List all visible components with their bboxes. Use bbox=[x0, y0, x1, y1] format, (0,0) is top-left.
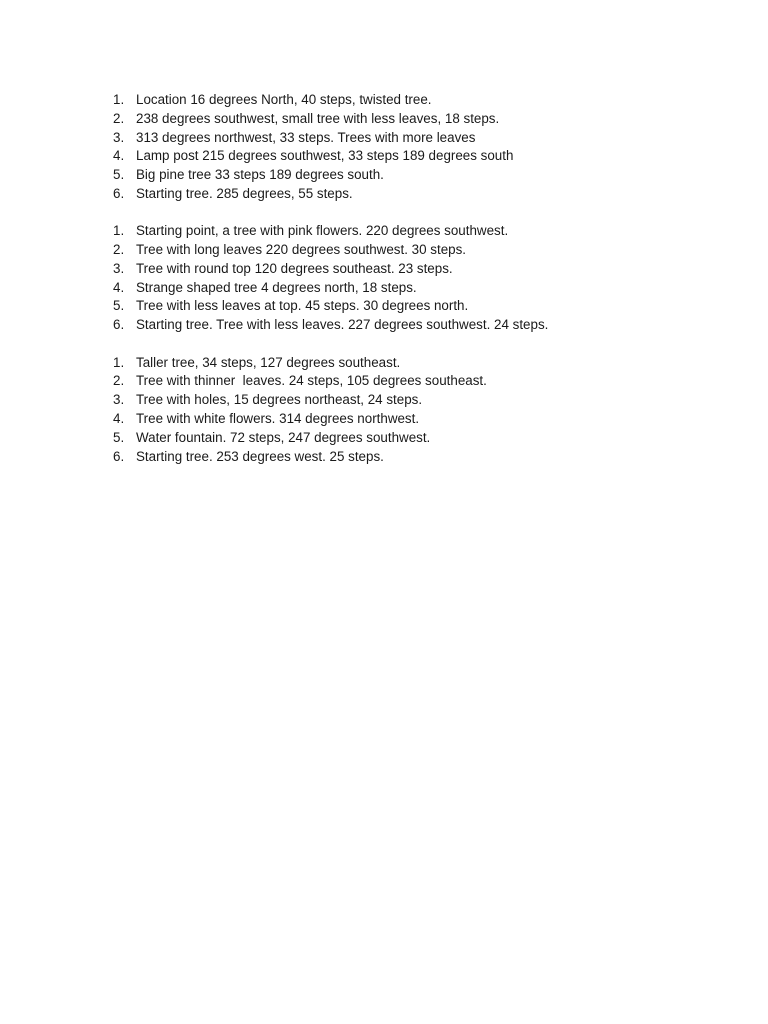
list-item-text: Tree with holes, 15 degrees northeast, 24 steps. bbox=[136, 392, 423, 408]
list-item-number: 4. bbox=[113, 410, 125, 426]
list-item-number: 2. bbox=[113, 110, 125, 126]
list-item-number: 5. bbox=[113, 167, 125, 183]
list-item-number: 4. bbox=[113, 148, 125, 164]
list-item bbox=[113, 185, 733, 204]
list-item-text: Taller tree, 34 steps, 127 degrees southeast. bbox=[136, 354, 401, 370]
list-item-text: Big pine tree 33 steps 189 degrees south. bbox=[136, 167, 384, 183]
list-item bbox=[113, 391, 733, 410]
list-item-text: Tree with long leaves 220 degrees southwest. 30 steps. bbox=[136, 242, 466, 258]
list-item-number: 5. bbox=[113, 429, 125, 445]
list-item bbox=[113, 129, 733, 148]
list-item-number: 6. bbox=[113, 185, 125, 201]
list-item bbox=[113, 448, 733, 467]
list-item-text: Starting tree. Tree with less leaves. 227 degrees southwest. 24 steps. bbox=[136, 317, 549, 333]
list-item-text: Water fountain. 72 steps, 247 degrees southwest. bbox=[136, 429, 431, 445]
list-item bbox=[113, 297, 733, 316]
numbered-list-3 bbox=[113, 354, 733, 467]
list-item bbox=[113, 260, 733, 279]
numbered-list-2 bbox=[113, 222, 733, 335]
list-item bbox=[113, 91, 733, 110]
list-item bbox=[113, 166, 733, 185]
list-item bbox=[113, 222, 733, 241]
list-item-text: Tree with thinner leaves. 24 steps, 105 degrees southeast. bbox=[136, 373, 487, 389]
list-item bbox=[113, 147, 733, 166]
list-item-text: Tree with white flowers. 314 degrees northwest. bbox=[136, 410, 420, 426]
list-item bbox=[113, 110, 733, 129]
list-item-number: 1. bbox=[113, 92, 125, 107]
list-item-number: 1. bbox=[113, 354, 125, 370]
list-item-text: Lamp post 215 degrees southwest, 33 steps 189 degrees south bbox=[136, 148, 514, 164]
list-item bbox=[113, 241, 733, 260]
list-item-text: 238 degrees southwest, small tree with less leaves, 18 steps. bbox=[136, 110, 500, 126]
list-item-text: Location 16 degrees North, 40 steps, twisted tree. bbox=[136, 92, 432, 107]
list-item-text: Tree with less leaves at top. 45 steps. 30 degrees north. bbox=[136, 298, 469, 314]
list-item-text: Strange shaped tree 4 degrees north, 18 steps. bbox=[136, 279, 417, 295]
list-item bbox=[113, 354, 733, 373]
list-item bbox=[113, 279, 733, 298]
list-item-number: 3. bbox=[113, 129, 125, 145]
list-item bbox=[113, 429, 733, 448]
list-item-text: 313 degrees northwest, 33 steps. Trees with more leaves bbox=[136, 129, 476, 145]
list-item bbox=[113, 372, 733, 391]
list-item-number: 2. bbox=[113, 242, 125, 258]
list-item-number: 3. bbox=[113, 392, 125, 408]
list-item-text: Tree with round top 120 degrees southeast. 23 steps. bbox=[136, 260, 453, 276]
list-item-number: 4. bbox=[113, 279, 125, 295]
list-item-number: 5. bbox=[113, 298, 125, 314]
list-item-number: 1. bbox=[113, 223, 125, 239]
list-item-number: 3. bbox=[113, 260, 125, 276]
document-content bbox=[113, 91, 733, 485]
list-item-number: 2. bbox=[113, 373, 125, 389]
list-item-text: Starting tree. 253 degrees west. 25 steps. bbox=[136, 448, 384, 464]
list-item-number: 6. bbox=[113, 317, 125, 333]
list-item bbox=[113, 316, 733, 335]
list-item-text: Starting point, a tree with pink flowers. 220 degrees southwest. bbox=[136, 223, 509, 239]
list-item-text: Starting tree. 285 degrees, 55 steps. bbox=[136, 185, 353, 201]
list-item bbox=[113, 410, 733, 429]
numbered-list-1 bbox=[113, 91, 733, 204]
list-item-number: 6. bbox=[113, 448, 125, 464]
